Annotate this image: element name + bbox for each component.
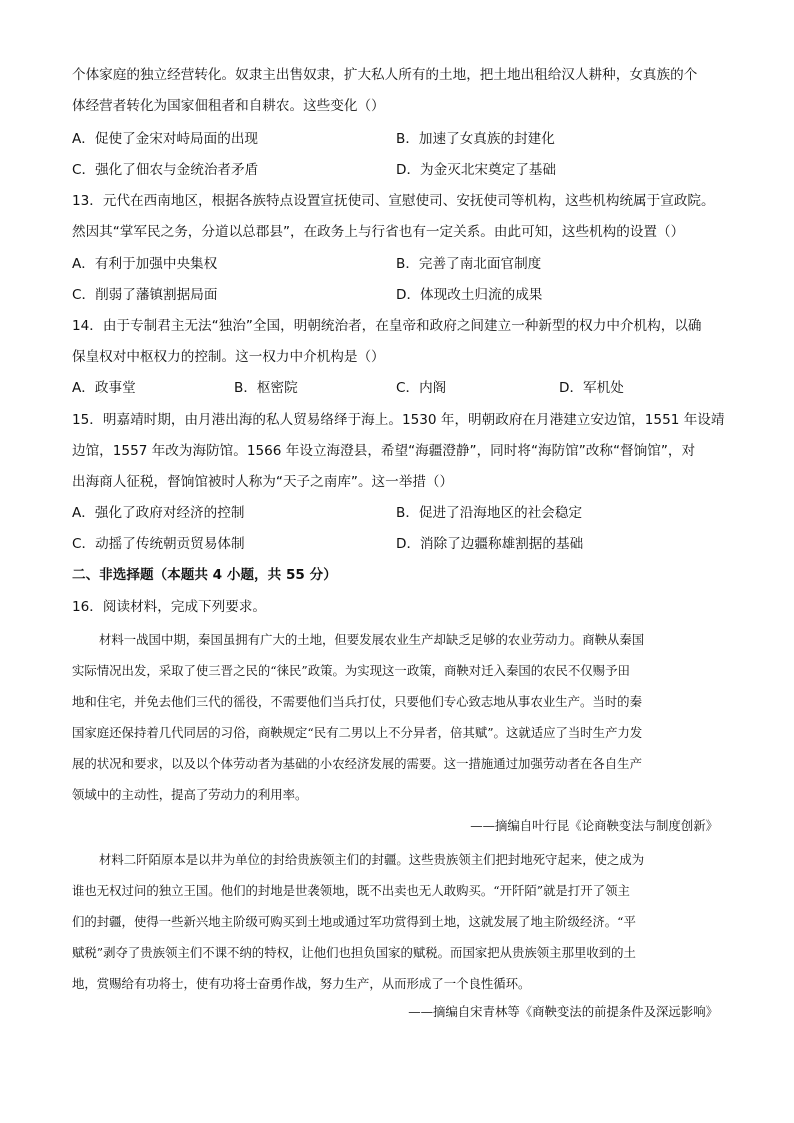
q12-option-c[interactable]: C．强化了佃农与金统治者矛盾 — [72, 162, 259, 178]
material-1-line: 实际情况出发，采取了使三晋之民的“徕民”政策。为实现这一政策，商鞅对迁入秦国的农民不仅赐予田 — [72, 663, 630, 678]
q15-option-c[interactable]: C．动摇了传统朝贡贸易体制 — [72, 536, 245, 552]
material-2-line: 赋税”剥夺了贵族领主们不课不纳的特权，让他们也担负国家的赋税。而国家把从贵族领主那里收到的土 — [72, 945, 636, 960]
q14-option-b[interactable]: B．枢密院 — [234, 380, 298, 396]
q12-option-a[interactable]: A．促使了金宋对峙局面的出现 — [72, 131, 259, 147]
q12-stem-line: 体经营者转化为国家佃租者和自耕农。这些变化（） — [72, 98, 385, 114]
material-2-line: 们的封疆，使得一些新兴地主阶级可购买到土地或通过军功赏得到土地，这就发展了地主阶级经济。“平 — [72, 914, 636, 929]
material-2-line: 谁也无权过问的独立王国。他们的封地是世袭领地，既不出卖也无人敢购买。“开阡陌”就是打开了领主 — [72, 883, 630, 898]
q14-stem — [72, 311, 732, 373]
q15-options-row-1 — [72, 498, 732, 529]
q13-stem-line: 然因其“掌军民之务，分道以总郡县”，在政务上与行省也有一定关系。由此可知，这些机构的设置（） — [72, 224, 685, 240]
q13-options-row-1 — [72, 249, 732, 280]
q12-option-b[interactable]: B．加速了女真族的封建化 — [396, 131, 555, 147]
q15-options-row-2 — [72, 529, 732, 560]
q14-option-a[interactable]: A．政事堂 — [72, 380, 136, 396]
q15-option-d[interactable]: D．消除了边疆称雄割据的基础 — [396, 536, 584, 552]
q15-option-a[interactable]: A．强化了政府对经济的控制 — [72, 505, 245, 521]
material-2-line: 材料二阡陌原本是以井为单位的封给贵族领主们的封疆。这些贵族领主们把封地死守起来，使之成为 — [99, 852, 645, 867]
section-heading-text: 二、非选择题（本题共 4 小题，共 55 分） — [72, 567, 337, 583]
material-1-source: ——摘编自叶行昆《论商鞅变法与制度创新》 — [470, 818, 718, 833]
q14-stem-line: 保皇权对中枢权力的控制。这一权力中介机构是（） — [72, 349, 385, 365]
q13-stem-line: 13．元代在西南地区，根据各族特点设置宣抚使司、宣慰使司、安抚使司等机构，这些机构统属于宣政院。 — [72, 193, 715, 209]
material-1-line: 地和住宅，并免去他们三代的徭役，不需要他们当兵打仗，只要他们专心致志地从事农业生产。当时的秦 — [72, 694, 642, 709]
q13-stem — [72, 186, 732, 248]
q15-stem — [72, 405, 732, 498]
material-1-line: 领域中的主动性，提高了劳动力的利用率。 — [72, 787, 308, 802]
material-1-line: 展的状况和要求，以及以个体劳动者为基础的小农经济发展的需要。这一措施通过加强劳动者在各自生产 — [72, 756, 642, 771]
q15-option-b[interactable]: B．促进了沿海地区的社会稳定 — [396, 505, 583, 521]
q16-intro — [72, 592, 732, 623]
material-1-line: 国家庭还保持着几代同居的习俗，商鞅规定“民有二男以上不分异者，倍其赋”。这就适应了当时生产力发 — [72, 725, 643, 740]
material-2-line: 地，赏赐给有功将士，使有功将士奋勇作战，努力生产，从而形成了一个良性循环。 — [72, 976, 531, 991]
q14-stem-line: 14．由于专制君主无法“独治”全国，明朝统治者，在皇帝和政府之间建立一种新型的权力中介机构，以确 — [72, 318, 702, 334]
section-heading — [72, 560, 732, 591]
q16-intro-text: 16．阅读材料，完成下列要求。 — [72, 599, 267, 615]
q13-option-c[interactable]: C．削弱了藩镇割据局面 — [72, 287, 218, 303]
material-2-source: ——摘编自宋青林等《商鞅变法的前提条件及深远影响》 — [408, 1004, 718, 1019]
q14-options-row — [72, 373, 732, 404]
q12-options-row-1 — [72, 124, 732, 155]
q12-option-d[interactable]: D．为金灭北宋奠定了基础 — [396, 162, 556, 178]
material-2 — [72, 844, 732, 999]
q13-option-d[interactable]: D．体现改土归流的成果 — [396, 287, 543, 303]
q12-options-row-2 — [72, 155, 732, 186]
q13-options-row-2 — [72, 280, 732, 311]
q14-option-c[interactable]: C．内阁 — [396, 380, 447, 396]
material-1 — [72, 624, 732, 810]
q15-stem-line: 出海商人征税，督饷馆被时人称为“天子之南库”。这一举措（） — [72, 474, 454, 490]
q15-stem-line: 边馆，1557 年改为海防馆。1566 年设立海澄县，希望“海疆澄静”，同时将“海防馆”改称“督饷馆”，对 — [72, 443, 696, 459]
material-1-line: 材料一战国中期，秦国虽拥有广大的土地，但要发展农业生产却缺乏足够的农业劳动力。商鞅从秦国 — [99, 632, 645, 647]
q15-stem-line: 15．明嘉靖时期，由月港出海的私人贸易络绎于海上。1530 年，明朝政府在月港建立安边馆，1551 年设靖 — [72, 412, 725, 428]
q14-option-d[interactable]: D．军机处 — [559, 380, 624, 396]
q12-stem — [72, 60, 732, 122]
q13-option-b[interactable]: B．完善了南北面官制度 — [396, 256, 542, 272]
q12-stem-line: 个体家庭的独立经营转化。奴隶主出售奴隶，扩大私人所有的土地，把土地出租给汉人耕种，女真族的个 — [72, 67, 698, 83]
q13-option-a[interactable]: A．有利于加强中央集权 — [72, 256, 218, 272]
